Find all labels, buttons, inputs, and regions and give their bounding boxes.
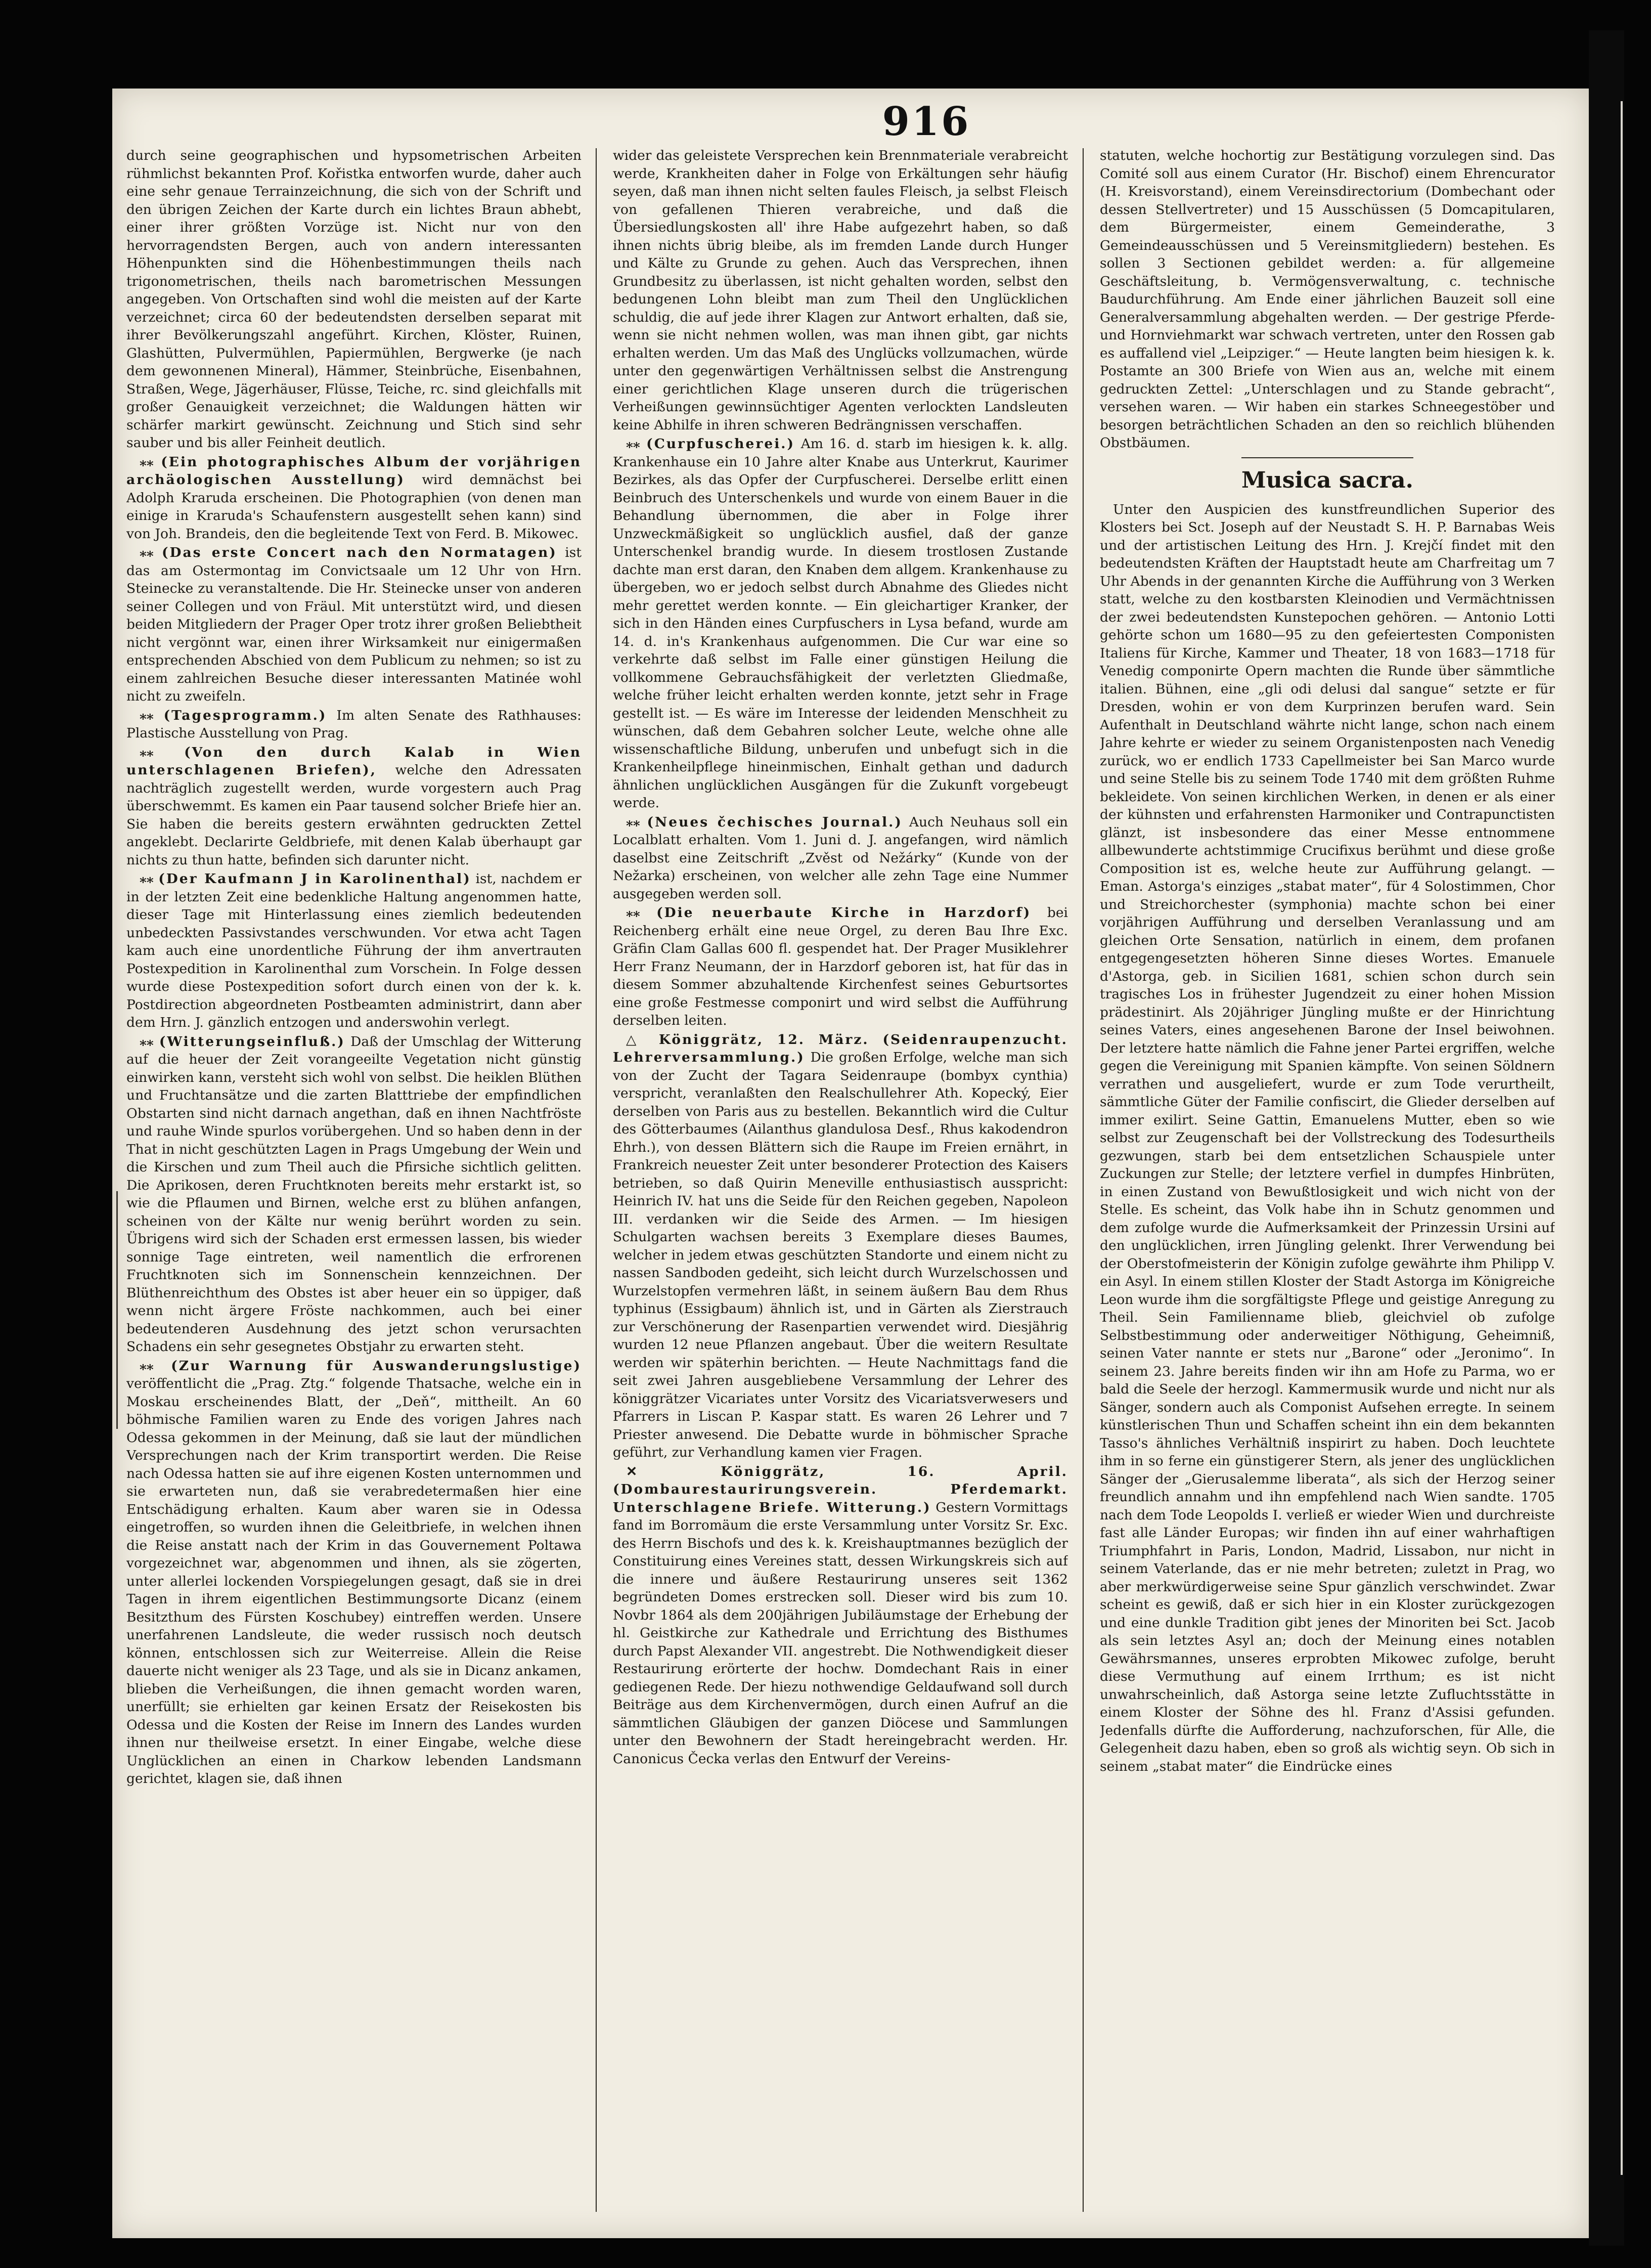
column-divider <box>1083 148 1084 2212</box>
article-paragraph: statuten, welche hochortig zur Bestätigung vorzulegen sind. Das Comité soll aus einem Curator (Hr. Bischof) einem Ehrencurator (H. Kreisvorstand), einem Vereinsdirectorium (Dombechant oder dessen Stellvertreter) und 15 Ausschüssen (5 Domcapitularen, dem Bürgermeister, einem Gemeinderathe, 3 Gemeindeausschüssen und 5 Vereinsmitgliedern) bestehen. Es sollen 3 Sectionen gebildet werden: a. für allgemeine Geschäftsleitung, b. Vermögensverwaltung, c. technische Baudurchführung. Am Ende einer jährlichen Bauzeit soll eine Generalversammlung abgehalten werden. — Der gestrige Pferde- und Hornviehmarkt war schwach vertreten, unter den Rossen gab es auffallend viel „Leipziger.“ — Heute langten beim hiesigen k. k. Postamte an 300 Briefe von Wien aus an, welche mit einem gedruckten Zettel: „Unterschlagen und zu Stande gebracht“, versehen waren. — Wir haben ein starkes Schneegestöber und besorgen beträchtlichen Schaden an den so reichlich blühenden Obstbäumen. <box>1100 148 1555 451</box>
news-item: ⁎⁎ (Neues čechisches Journal.) Auch Neuhaus soll ein Localblatt erhalten. Vom 1. Juni d. J. angefangen, wird nämlich daselbst eine Zeitschrift „Zvěst od Nežárky“ (Kunde von der Nežarka) erscheinen, von welcher alle zehn Tage eine Nummer ausgegeben werden soll. <box>613 814 1068 902</box>
news-item: ⁎⁎ (Witterungseinfluß.) Daß der Umschlag der Witterung auf die heuer der Zeit vorangeeilte Vegetation nicht günstig einwirken kann, versteht sich wohl von selbst. Die heiklen Blüthen und Fruchtansätze und die zarten Blatttriebe der empfindlichen Obstarten sind nicht darnach angethan, daß en ihnen Nachtfröste und rauhe Winde spurlos vorübergehen. Und so haben denn in der That in nicht geschützten Lagen in Prags Umgebung der Wein und die Kirschen und zum Theil auch die Pfirsiche sichtlich gelitten. Die Aprikosen, deren Fruchtknoten bereits mehr erstarkt ist, so wie die Pflaumen und Birnen, welche erst zu blühen anfangen, scheinen von der Kälte nur wenig berührt worden zu sein. Übrigens wird sich der Schaden erst ermessen lassen, bis wieder sonnige Tage eintreten, weil namentlich die erfrorenen Fruchtknoten sich im Sonnenschein kennzeichnen. Der Blüthenreichthum des Obstes ist aber heuer ein so üppiger, daß wenn nicht ärgere Fröste nachkommen, auch bei einer bedeutenderen Ausdehnung des jetzt schon verursachten Schadens ein sehr gesegnetes Obstjahr zu erwarten steht. <box>126 1033 582 1355</box>
section-divider <box>1241 457 1413 458</box>
news-item: ⁎⁎ (Ein photographisches Album der vorjährigen archäologischen Ausstellung) wird demnächst bei Adolph Kraruda erscheinen. Die Photographien (von denen man einige in Kraruda's Schaufenstern ausgestellt sehen kann) sind von Joh. Brandeis, den die begleitende Text von Ferd. B. Mikowec. <box>126 454 582 542</box>
scan-edge <box>1589 30 1624 2246</box>
margin-mark <box>116 1191 118 1429</box>
article-paragraph: Unter den Auspicien des kunstfreundlichen Superior des Klosters bei Sct. Joseph auf der Neustadt S. H. P. Barnabas Weis und der artistischen Leitung des Hrn. J. Krejčí findet mit den bedeutendsten Kräften der Hauptstadt heute am Charfreitag um 7 Uhr Abends in der genannten Kirche die Aufführung von 3 Werken statt, welche zu den kostbarsten Kleinodien und Vermächtnissen der zwei bedeutendsten Kunstepochen gehören. — Antonio Lotti gehörte schon um 1680—95 zu den gefeiertesten Componisten Italiens für Kirche, Kammer und Theater, 18 von 1683—1718 für Venedig componirte Opern machten die Runde über sämmtliche italien. Bühnen, eine „gli odi delusi dal sangue“ setzte er für Dresden, wohin er von dem Kurprinzen berufen ward. Sein Aufenthalt in Deutschland währte nicht lange, schon nach einem Jahre kehrte er wieder zu seinem Organistenposten nach Venedig zurück, wo er endlich 1733 Capellmeister bei San Marco wurde und seine Stelle bis zu seinem Tode 1740 mit dem größten Ruhme bekleidete. Von seinen kirchlichen Werken, in denen er als einer der kühnsten und erfahrensten Harmoniker und Contrapunctisten glänzt, ist insbesondere das einer Messe entnommene allbewunderte achtstimmige Crucifixus berühmt und diese große Composition ist es, welche heute zur Aufführung gelangt. — Eman. Astorga's einziges „stabat mater“, für 4 Solostimmen, Chor und Streichorchester (symphonia) machte schon bei einer vorjährigen Aufführung und derselben Veranlassung und am gleichen Orte Sensation, natürlich in einem, dem profanen entgegengesetzten höheren Sinne dieses Wortes. Emanuele d'Astorga, geb. in Sicilien 1681, schien schon durch sein tragisches Los in frühester Jugendzeit zu einer hohen Mission prädestinirt. Als 20jähriger Jüngling mußte er der Hinrichtung seines Vaters, eines angesehenen Barone der Insel beiwohnen. Der letztere hatte nämlich die Fahne jener Partei ergriffen, welche gegen die Vereinigung mit Spanien kämpfte. Von seinen Söldnern verrathen und ausgeliefert, wurde er zum Tode verurtheilt, sämmtliche Güter der Familie confiscirt, die Glieder derselben auf immer exilirt. Seine Gattin, Emanuelens Mutter, eben so wie selbst zur Zeugenschaft bei der Vollstreckung des Todesurtheils gezwungen, starb bei dem entsetzlichen Schauspiele unter Zuckungen zur Stelle; der letztere verfiel in dumpfes Hinbrüten, in einen Zustand von Bewußtlosigkeit und wich nicht von der Stelle. Es scheint, das Volk habe ihn in Schutz genommen und dem zufolge wurde die Aufmerksamkeit der Prinzessin Ursini auf den unglücklichen, irren Jüngling gelenkt. Ihrer Verwendung bei der Oberstofmeisterin der Königin zufolge gewährte ihm Philipp V. ein Asyl. In einem stillen Kloster der Stadt Astorga im Königreiche Leon wurde ihm die sorgfältigste Pflege und geistige Anregung zu Theil. Sein Familienname blieb, gleichviel ob zufolge Selbstbestimmung oder anderweitiger Nöthigung, Geheimniß, seinen Vater nannte er stets nur „Barone“ oder „Jeronimo“. In seinem 23. Jahre bereits finden wir ihn am Hofe zu Parma, wo er bald die Seele der herzogl. Kammermusik wurde und nicht nur als Sänger, sondern auch als Componist Aufsehen erregte. In seinem künstlerischen Thun und Schaffen scheint ihn ein dem bekannten Tasso's ähnliches Verhältniß inspirirt zu haben. Doch leuchtete ihm in so ferne ein günstigerer Stern, als jener des unglücklichen Sänger der „Gierusalemme liberata“, als sich der Herzog seiner freundlich annahm und ihn empfehlend nach Wien sandte. 1705 nach dem Tode Leopolds I. verließ er wieder Wien und durchreiste fast alle Länder Europas; wir finden ihn auf einer wahrhaftigen Triumphfahrt in Paris, London, Madrid, Lissabon, nur nicht in seinem Vaterlande, das er nie mehr betreten; zuletzt in Prag, wo aber merkwürdigerweise seine Spur gänzlich verschwindet. Zwar scheint es gewiß, daß er sich hier in ein Kloster zurückgezogen und eine dunkle Tradition gibt jenes der Minoriten bei Sct. Jacob als sein letztes Asyl an; doch der Meinung eines notablen Gewährsmannes, unseres erprobten Mikowec zufolge, beruht diese Vermuthung auf einem Irrthum; es ist nicht unwahrscheinlich, daß Astorga seine letzte Zufluchtsstätte in einem Kloster der Söhne des hl. Franz d'Assisi gefunden. Jedenfalls dürfte die Aufforderung, nachzuforschen, für Alle, die Gelegenheit dazu haben, eben so groß als wichtig seyn. Ob sich in seinem „stabat mater“ die Eindrücke eines <box>1100 501 1555 1774</box>
news-item: ⁎⁎ (Der Kaufmann J in Karolinenthal) ist, nachdem er in der letzten Zeit eine bedenkliche Haltung angenommen hatte, dieser Tage mit Hinterlassung eines ziemlich bedeutenden unbedeckten Passivstandes verschwunden. Vor etwa acht Tagen kam auch eine unordentliche Führung der ihm anvertrauten Postexpedition in Karolinenthal zum Vorschein. In Folge dessen wurde diese Postexpedition sofort durch einen von der k. k. Postdirection abgeordneten Postbeamten administrirt, dann aber dem Hrn. J. gänzlich entzogen und anderswohin verlegt. <box>126 871 582 1030</box>
news-item: ⁎⁎ (Das erste Concert nach den Normatagen) ist das am Ostermontag im Convictsaale um 12 Uhr von Hrn. Steinecke zu veranstaltende. Die Hr. Steinecke unser von anderen seiner Collegen und von Fräul. Mit unterstützt wird, und diesen beiden Mitgliedern der Prager Oper trotz ihrer großen Beliebtheit nicht vergönnt war, einen ihrer Wirksamkeit nur einigermaßen entsprechenden Abschied von dem Publicum zu nehmen; so ist zu einem zahlreichen Besuche dieser interessanten Matinée wohl nicht zu zweifeln. <box>126 545 582 704</box>
section-heading: Musica sacra. <box>1241 467 1413 493</box>
page-number: 916 <box>882 99 971 145</box>
column-divider <box>596 148 597 2212</box>
column-2 <box>613 147 1068 2213</box>
column-1 <box>126 147 582 2213</box>
news-item: △ Königgrätz, 12. März. (Seidenraupenzucht. Lehrerversammlung.) Die großen Erfolge, welche man sich von der Zucht der Tagara Seidenraupe (bombyx cynthia) verspricht, veranlaßten den Realschullehrer Ath. Kopecký, Eier derselben von Paris aus zu bestellen. Bekanntlich wird die Cultur des Götterbaumes (Ailanthus glandulosa Desf., Rhus kakodendron Ehrh.), von dessen Blättern sich die Raupe im Freien ernährt, in Frankreich neuester Zeit unter besonderer Protection des Kaisers betrieben, so daß Quirin Meneville enthusiastisch ausspricht: Heinrich IV. hat uns die Seide für den Reichen gegeben, Napoleon III. verdanken wir die Seide des Armen. — Im hiesigen Schulgarten wachsen bereits 3 Exemplare dieses Baumes, welcher in jedem etwas geschützten Standorte und einem nicht zu nassen Sandboden gedeiht, sich leicht durch Wurzelschossen und Wurzelstopfen vermehren läßt, in seinem äußern Bau dem Rhus typhinus (Essigbaum) ähnlich ist, und in Gärten als Zierstrauch zur Verschönerung der Rasenpartien verwendet wird. Diesjährig wurden 12 neue Pflanzen angebaut. Über die weitern Resultate werden wir späterhin berichten. — Heute Nachmittags fand die seit zwei Jahren ausgebliebene Versammlung der Lehrer des königgrätzer Vicariates unter Vorsitz des Vicariatsverwesers und Pfarrers in Liscan P. Kaspar statt. Es waren 26 Lehrer und 7 Priester anwesend. Die Debatte wurde in böhmischer Sprache geführt, zur Verhandlung kamen vier Fragen. <box>613 1031 1068 1460</box>
newspaper-page <box>112 89 1589 2238</box>
scan-edge-line <box>1621 101 1623 2175</box>
news-item: ✕ Königgrätz, 16. April. (Dombaurestaurirungsverein. Pferdemarkt. Unterschlagene Briefe. Witterung.) Gestern Vormittags fand im Borromäum die erste Versammlung unter Vorsitz Sr. Exc. des Herrn Bischofs und des k. k. Kreishauptmannes bezüglich der Constituirung eines Vereines statt, dessen Wirkungskreis sich auf die innere und äußere Restaurirung unseres seit 1362 begründeten Domes erstrecken soll. Dieser wird bis zum 10. Novbr 1864 als dem 200jährigen Jubiläumstage der Erhebung der hl. Geistkirche zur Kathedrale und Errichtung des Bisthumes durch Papst Alexander VII. angestrebt. Die Nothwendigkeit dieser Restaurirung erörterte der hochw. Domdechant Rais in einer gediegenen Rede. Der hiezu nothwendige Geldaufwand soll durch Beiträge aus dem Kirchenvermögen, durch einen Aufruf an die sämmtlichen Gläubigen der ganzen Diöcese und Sammlungen unter den Bewohnern der Stadt hereingebracht werden. Hr. Canonicus Čecka verlas den Entwurf der Vereins- <box>613 1463 1068 1767</box>
article-paragraph: wider das geleistete Versprechen kein Brennmateriale verabreicht werde, Krankheiten daher in Folge von Erkältungen sehr häufig seyen, daß man ihnen nicht selten faules Fleisch, ja selbst Fleisch von gefallenen Thieren verabreiche, und daß die Übersiedlungskosten all' ihre Habe aufgezehrt haben, so daß ihnen nichts übrig bleibe, als im fremden Lande durch Hunger und Kälte zu Grunde zu gehen. Auch das Versprechen, ihnen Grundbesitz zu überlassen, ist nicht gehalten worden, selbst den bedungenen Lohn bleibt man zum Theil den Unglücklichen schuldig, die auf jede ihrer Klagen zur Antwort erhalten, daß sie, wenn sie nicht nehmen wollen, was man ihnen gibt, gar nichts erhalten werden. Um das Maß des Unglücks vollzumachen, würde unter den gegenwärtigen Verhältnissen selbst die Anstrengung einer gerichtlichen Klage unseren durch die trügerischen Verheißungen gewinnsüchtiger Agenten verlockten Landsleuten keine Abhilfe in ihren schweren Bedrängnissen verschaffen. <box>613 148 1068 433</box>
news-item: ⁎⁎ (Tagesprogramm.) Im alten Senate des Rathhauses: Plastische Ausstellung von Prag. <box>126 707 582 741</box>
news-item: ⁎⁎ (Curpfuscherei.) Am 16. d. starb im hiesigen k. k. allg. Krankenhause ein 10 Jahre alter Knabe aus Unterkrut, Kaurimer Bezirkes, als das Opfer der Curpfuscherei. Derselbe erlitt einen Beinbruch des Unterschenkels und wurde von einem Bauer in die Behandlung übernommen, die aber in Folge ihrer Unzweckmäßigkeit so unglücklich ausfiel, daß der ganze Unterschenkel brandig wurde. In diesem trostlosen Zustande dachte man erst daran, den Knaben dem allgem. Krankenhause zu übergeben, wo er jedoch selbst durch Abnahme des Gliedes nicht mehr gerettet werden konnte. — Ein gleichartiger Kranker, der sich in den Händen eines Curpfuschers in Lysa befand, wurde am 14. d. in's Krankenhaus aufgenommen. Die Cur war eine so verkehrte daß selbst im Falle einer günstigen Heilung die vollkommene Gebrauchsfähigkeit der verletzten Gliedmaße, welche früher leicht erhalten werden konnte, jetzt sehr in Frage gestellt ist. — Es wäre im Interesse der leidenden Menschheit zu wünschen, daß dem Gebahren solcher Leute, welche ohne alle wissenschaftliche Bildung, unberufen und unbefugt sich in die Krankenheilpflege hineinmischen, Einhalt gethan und dadurch ähnlichen unglücklichen Ausgängen für die Zukunft vorgebeugt werde. <box>613 436 1068 811</box>
news-item: ⁎⁎ (Von den durch Kalab in Wien unterschlagenen Briefen), welche den Adressaten nachträglich zugestellt werden, wurde vorgestern auch Prag überschwemmt. Es kamen ein Paar tausend solcher Briefe hier an. Sie haben die bereits gestern erwähnten gedruckten Zettel angeklebt. Declarirte Geldbriefe, mit denen Kalab überhaupt gar nichts zu thun hatte, befinden sich darunter nicht. <box>126 744 582 868</box>
column-3 <box>1100 147 1555 2213</box>
article-paragraph: durch seine geographischen und hypsometrischen Arbeiten rühmlichst bekannten Prof. Kořistka entworfen wurde, daher auch eine sehr genaue Terrainzeichnung, die sich von der Schrift und den übrigen Zeichen der Karte durch ein lichtes Braun abhebt, einer ihrer größten Vorzüge ist. Nicht nur von den hervorragendsten Bergen, auch von andern interessanten Höhenpunkten sind die Höhenbestimmungen theils nach trigonometrischen, theils nach barometrischen Messungen angegeben. Von Ortschaften sind wohl die meisten auf der Karte verzeichnet; circa 60 der bedeutendsten derselben separat mit ihrer Bevölkerungszahl angeführt. Kirchen, Klöster, Ruinen, Glashütten, Pulvermühlen, Papiermühlen, Bergwerke (je nach dem gewonnenen Mineral), Hämmer, Steinbrüche, Eisenbahnen, Straßen, Wege, Jägerhäuser, Flüsse, Teiche, rc. sind gleichfalls mit großer Genauigkeit verzeichnet; die Waldungen hätten wir schärfer markirt gewünscht. Zeichnung und Stich sind sehr sauber und bis aller Feinheit deutlich. <box>126 148 582 451</box>
news-item: ⁎⁎ (Zur Warnung für Auswanderungslustige) veröffentlicht die „Prag. Ztg.“ folgende Thatsache, welche ein in Moskau erscheinendes Blatt, der „Deň“, mittheilt. An 60 böhmische Familien waren zu Ende des vorigen Jahres nach Odessa gekommen in der Meinung, daß sie laut der mündlichen Versprechungen nach der Krim transportirt werden. Die Reise nach Odessa hatten sie auf ihre eigenen Kosten unternommen und sie erwarteten nun, daß sie verabredetermaßen hier eine Entschädigung erhalten. Kaum aber waren sie in Odessa eingetroffen, so wurden ihnen die Geleitbriefe, in welchen ihnen die Reise anstatt nach der Krim in das Gouvernement Poltawa vorgezeichnet war, abgenommen und ihnen, als sie zögerten, unter allerlei lockenden Vorspiegelungen gesagt, daß sie in drei Tagen in ihrem eigentlichen Bestimmungsorte Dicanz (einem Besitzthum des Fürsten Koschubey) eintreffen werden. Unsere unerfahrenen Landsleute, die weder russisch noch deutsch können, entschlossen sich zur Weiterreise. Allein die Reise dauerte nicht weniger als 23 Tage, und als sie in Dicanz ankamen, blieben die Verheißungen, die ihnen gemacht worden waren, unerfüllt; sie erhielten gar keinen Ersatz der Reisekosten bis Odessa und die Kosten der Reise im Innern des Landes wurden ihnen nur theilweise ersetzt. In einer Eingabe, welche diese Unglücklichen an einen in Charkow lebenden Landsmann gerichtet, klagen sie, daß ihnen <box>126 1358 582 1786</box>
news-item: ⁎⁎ (Die neuerbaute Kirche in Harzdorf) bei Reichenberg erhält eine neue Orgel, zu deren Bau Ihre Exc. Gräfin Clam Gallas 600 fl. gespendet hat. Der Prager Musiklehrer Herr Franz Neumann, der in Harzdorf geboren ist, hat für das in diesem Sommer abzuhaltende Kirchenfest seines Geburtsortes eine große Festmesse componirt und wird selbst die Aufführung derselben leiten. <box>613 905 1068 1028</box>
